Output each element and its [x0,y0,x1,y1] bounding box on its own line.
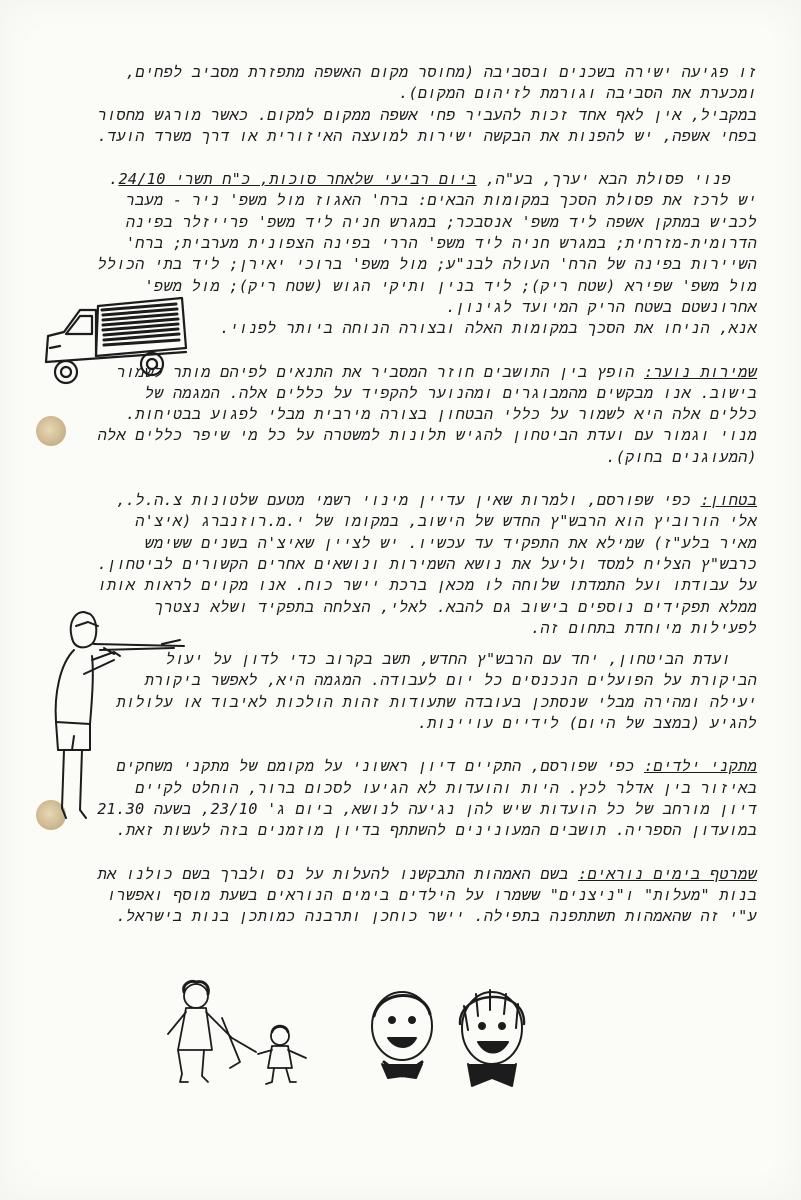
punch-hole-top [36,416,66,446]
playground-body: כפי שפורסם, התקיים דיון ראשוני על מקומם של מתקני משחקים באיזור בין אדלר לכץ. היות והועדות לא הגיעו לסכום ברור, הוחלט לקיים דיון מורחב של כל הועדות שיש להן נגיעה לנושא, ביום ג' 23/10, בשעה 21.30 במועדון הספריה. תושבים המעונינים להשתתף בדיון מוזמנים בזה לעשות זאת. [97,757,757,840]
security-heading: בטחון: [700,491,757,510]
disposal-date: ביום רביעי שלאחר סוכות, כ"ח תשרי 24/10 [118,170,477,189]
security-body: כפי שפורסם, ולמרות שאין עדיין מינוי רשמי מטעם שלטונות צ.ה.ל., אלי הורוביץ הוא הרבש"ץ החדש של הישוב, במקומו של י.מ.רוזנברג (איצ'ה מאיר בלע"ז) שמילא את התפקיד עד עכשיו. יש לציין שאיצ'ה בשנים ששימש כרבש"ץ הצליח למסד וליעל את נושא השמירות ונושאים אחרים הקשורים לביטחון. על עבודתו ועל התמדתו שלוחה לו מכאן ברכת יישר כוח. אנו מקוים לראות אותו ממלא תפקידים נוספים בישוב גם להבא. לאלי, הצלחה בתפקיד ושלא נצטרך לפעילות מיוחדת בתחום זה. [97,491,757,637]
disposal-intro: פנוי פסולת הבא יערך, בע"ה, [476,170,731,189]
disposal-body: . יש לרכז את פסולת הסכך במקומות הבאים: ברח' האגוז מול משפ' ניר - מעבר לכביש במתקן אשפה ליד משפ' אנסבכר; במגרש חניה ליד משפ' פרייזלר בפינה הדרומית-מזרחית; במגרש חניה ליד משפ' הררי בפינה הצפונית מערבית; ברח' השיירות בפינה של הרח' העולה לבנ"ע; מול משפ' ברוכי יאירן; ליד בתי הכולל מול משפ' שפירא (שטח ריק); ליד בנין ותיקי הגוש (שטח ריק); מול משפ' אחרונשטם בשטח הריק המיועד לגינון. אנא, הניחו את הסכך במקומות האלה ובצורה הנוחה ביותר לפנוי. [97,170,757,338]
youth-guard-body: הופץ בין התושבים חוזר המסביר את התנאים לפיהם מותר לשמור בישוב. אנו מבקשים מהמבוגרים ומהנוער להקפיד על כללים אלה. המגמה של כללים אלה היא לשמור על כללי הבטחון בצורה מירבית מבלי לפגוע בבטיחות. מנוי וגמור עם ועדת הביטחון להגיש תלונות למשטרה על כל מי שיפר כללים אלה (המעוגנים בחוק). [97,362,757,466]
babysitting-body: בשם האמהות התבקשנו להעלות על נס ולברך בשם כולנו את בנות "מעלות" ו"ניצנים" ששמרו על הילדים בימים הנוראים בשעת מוסף ואפשרו ע"י זה שהאמהות תשתתפנה בתפילה. יישר כוחכן ותרבנה כמותכן בנות בישראל. [97,864,757,926]
two-faces-drawing [360,980,550,1090]
security-committee-body: ועדת הביטחון, יחד עם הרבש"ץ החדש, תשב בקרוב כדי לדון על יעול הביקורת על הפועלים הנכנסים כל יום לעבודה. המגמה היא, לאפשר ביקורת יעילה ומהירה מבלי שנסתכן בעובדה שתעודות זהות הולכות לאיבוד או עלולות להגיע (במצב של היום) לידיים עויינות. [116,650,757,733]
youth-guard-heading: שמירות נוער: [643,362,757,381]
paragraph-security [96,490,757,639]
playground-heading: מתקני ילדים: [643,757,757,776]
paragraph-security-committee [96,649,757,734]
paragraph-babysitting [96,864,757,928]
guard-with-rifle-drawing [44,604,194,824]
truck-drawing [36,284,196,394]
newsletter-text [96,62,757,949]
paragraph-playground [96,756,757,841]
mother-and-child-drawing [160,978,330,1088]
paragraph-garbage: זו פגיעה ישירה בשכנים ובסביבה (מחוסר מקום האשפה מתפזרת מסביב לפחים, ומכערת את הסביבה וגורמת לזיהום המקום). במקביל, אין לאף אחד זכות להעביר פחי אשפה ממקום למקום. כאשר מורגש מחסור בפחי אשפה, יש להפנות את הבקשה ישירות למועצה האיזורית או דרך משרד הועד. [97,63,757,145]
babysitting-heading: שמרטף בימים נוראים: [578,864,757,883]
